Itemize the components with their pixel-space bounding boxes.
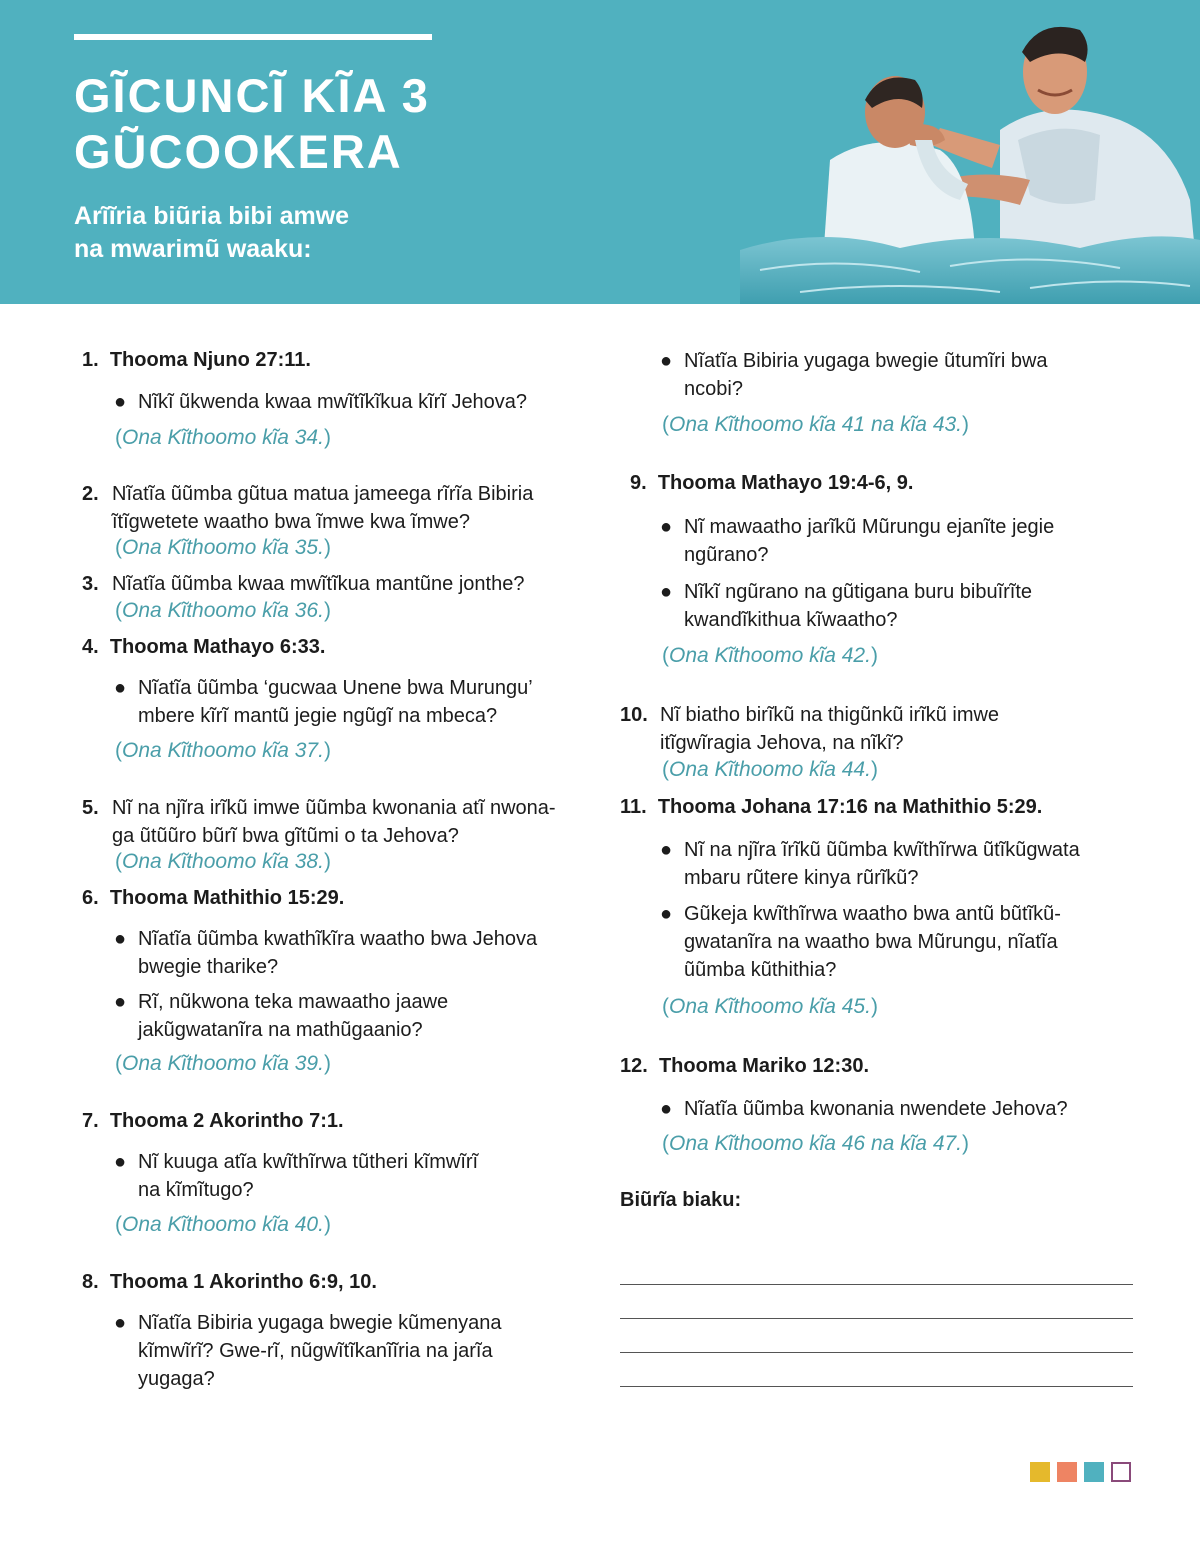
question-3-reference: (Ona Kĩthoomo kĩa 36.) (115, 599, 331, 622)
question-1 (82, 346, 311, 374)
teal-square (1084, 1462, 1104, 1482)
question-10-reference: (Ona Kĩthoomo kĩa 44.) (662, 758, 878, 781)
baptism-illustration (700, 0, 1200, 304)
question-6-bullet-2: ● Rĩ, nũkwona teka mawaatho jaawe jakũgwatanĩra na mathũgaanio? (114, 991, 449, 1041)
question-8: 8. Thooma 1 Akorintho 6:9, 10. (82, 1271, 377, 1293)
question-12-bullet: ● Nĩatĩa ũũmba kwonania nwendete Jehova? (660, 1098, 1068, 1120)
question-12: 12. Thooma Mariko 12:30. (620, 1055, 869, 1077)
question-12-reference: (Ona Kĩthoomo kĩa 46 na kĩa 47.) (662, 1132, 970, 1155)
question-4-bullet: ● Nĩatĩa ũũmba ‘gucwaa Unene bwa Murungu’ mbere kĩrĩ mantũ jegie ngũgĩ na mbeca? (114, 677, 533, 727)
title-line-2: GŨCOOKERA (74, 125, 403, 178)
question-1-reference: (Ona Kĩthoomo kĩa 34.) (115, 426, 331, 449)
page-subtitle (74, 200, 349, 266)
question-9-bullet-1: ● Nĩ mawaatho jarĩkũ Mũrungu ejanĩte jegie ngũrano? (660, 516, 1055, 566)
question-9: 9. Thooma Mathayo 19:4-6, 9. (630, 472, 914, 494)
outline-square (1111, 1462, 1131, 1482)
question-6-bullet-1: ● Nĩatĩa ũũmba kwathĩkĩra waatho bwa Jehova bwegie tharike? (114, 928, 538, 978)
header-rule (74, 34, 432, 40)
answer-line-4[interactable] (620, 1386, 1133, 1387)
question-5-reference: (Ona Kĩthoomo kĩa 38.) (115, 850, 331, 873)
question-11-bullet-2: ● Gũkeja kwĩthĩrwa waatho bwa antũ bũtĩkũ- gwatanĩra na waatho bwa Mũrungu, nĩatĩa ũũmba kũthithia? (660, 903, 1061, 981)
question-7: 7. Thooma 2 Akorintho 7:1. (82, 1110, 344, 1132)
question-6: 6. Thooma Mathithio 15:29. (82, 887, 345, 909)
question-4-reference: (Ona Kĩthoomo kĩa 37.) (115, 739, 331, 762)
question-9-reference: (Ona Kĩthoomo kĩa 42.) (662, 644, 878, 667)
question-7-bullet: ● Nĩ kuuga atĩa kwĩthĩrwa tũtheri kĩmwĩrĩ na kĩmĩtugo? (114, 1151, 479, 1201)
subtitle-line-2: na mwarimũ waaku: (74, 235, 312, 263)
answers-label: Biũrĩa biaku: (620, 1189, 742, 1211)
question-7-reference: (Ona Kĩthoomo kĩa 40.) (115, 1213, 331, 1236)
yellow-square (1030, 1462, 1050, 1482)
page-title (74, 68, 430, 180)
subtitle-line-1: Arĩĩria biũria bibi amwe (74, 202, 350, 230)
title-line-1: GĨCUNCĨ KĨA 3 (74, 69, 430, 122)
question-2-reference: (Ona Kĩthoomo kĩa 35.) (115, 536, 331, 559)
header-banner (0, 0, 1200, 304)
question-1-text: 1. Thooma Njuno 27:11. (82, 349, 311, 371)
question-11-reference: (Ona Kĩthoomo kĩa 45.) (662, 995, 878, 1018)
answer-line-2[interactable] (620, 1318, 1133, 1319)
question-1-bullet: ● Nĩkĩ ũkwenda kwaa mwĩtĩkĩkua kĩrĩ Jehova? (114, 391, 528, 413)
question-11-bullet-1: ● Nĩ na njĩra ĩrĩkũ ũũmba kwĩthĩrwa ũtĩkũgwata mbaru rũtere kinya rũrĩkũ? (660, 839, 1080, 889)
question-8-reference: (Ona Kĩthoomo kĩa 41 na kĩa 43.) (662, 413, 970, 436)
question-6-reference: (Ona Kĩthoomo kĩa 39.) (115, 1052, 331, 1075)
question-8-bullet-2: ● Nĩatĩa Bibiria yugaga bwegie ũtumĩri bwa ncobi? (660, 350, 1048, 400)
question-4: 4. Thooma Mathayo 6:33. (82, 636, 326, 658)
question-9-bullet-2: ● Nĩkĩ ngũrano na gũtigana buru bibuĩrĩte kwandĩkithua kĩwaatho? (660, 581, 1033, 631)
answer-line-3[interactable] (620, 1352, 1133, 1353)
question-11: 11. Thooma Johana 17:16 na Mathithio 5:29. (620, 796, 1043, 818)
question-8-bullet-1: ● Nĩatĩa Bibiria yugaga bwegie kũmenyana kĩmwĩrĩ? Gwe-rĩ, nũgwĩtĩkanĩĩria na jarĩa yugaga? (114, 1312, 502, 1390)
answer-line-1[interactable] (620, 1284, 1133, 1285)
orange-square (1057, 1462, 1077, 1482)
